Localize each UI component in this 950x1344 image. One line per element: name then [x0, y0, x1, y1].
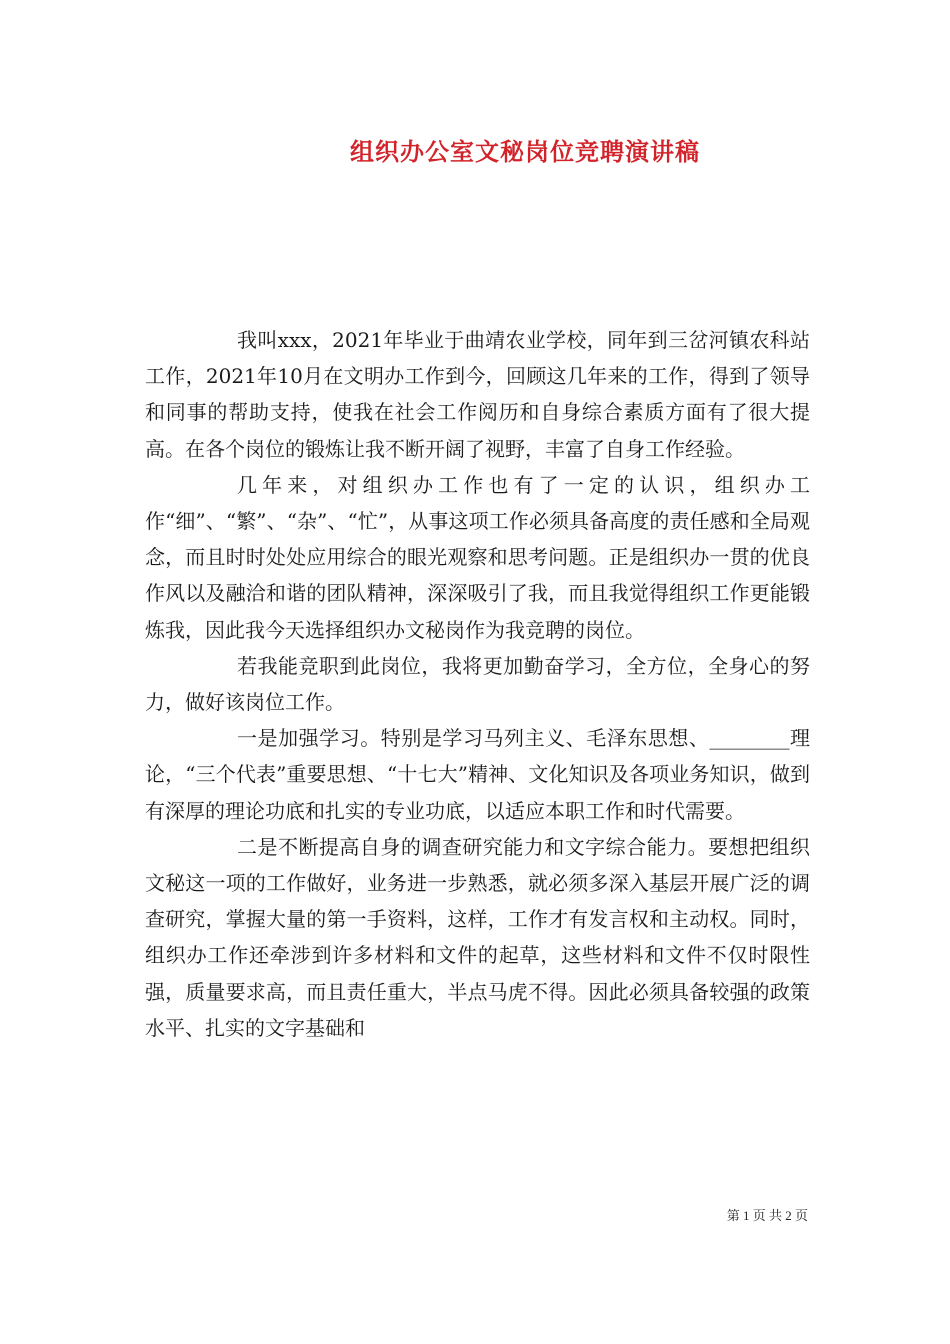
page-number: 第 1 页 共 2 页	[726, 1208, 808, 1223]
paragraph-4: 一是加强学习。特别是学习马列主义、毛泽东思想、________理论，“三个代表”重要思想、“十七大”精神、文化知识及各项业务知识，做到有深厚的理论功底和扎实的专业功底，以适应本职工作和时代需要。	[145, 726, 810, 823]
paragraph-5: 二是不断提高自身的调查研究能力和文字综合能力。要想把组织文秘这一项的工作做好，业务进一步熟悉，就必须多深入基层开展广泛的调查研究，掌握大量的第一手资料，这样，工作才有发言权和主动权。同时，组织办工作还牵涉到许多材料和文件的起草，这些材料和文件不仅时限性强，质量要求高，而且责任重大，半点马虎不得。因此必须具备较强的政策水平、扎实的文字基础和	[145, 834, 810, 1040]
document-body	[145, 322, 810, 1046]
paragraph-3: 若我能竞职到此岗位，我将更加勤奋学习，全方位，全身心的努力，做好该岗位工作。	[145, 653, 810, 715]
paragraph-2: 几年来，对组织办工作也有了一定的认识，组织办工作“细”、“繁”、“杂”、“忙”，从事这项工作必须具备高度的责任感和全局观念，而且时时处处应用综合的眼光观察和思考问题。正是组织办一贯的优良作风以及融洽和谐的团队精神，深深吸引了我，而且我觉得组织工作更能锻炼我，因此我今天选择组织办文秘岗作为我竞聘的岗位。	[145, 472, 810, 642]
document-title: 组织办公室文秘岗位竞聘演讲稿	[350, 137, 700, 166]
paragraph-1: 我叫xxx，2021年毕业于曲靖农业学校，同年到三岔河镇农科站工作，2021年10月在文明办工作到今，回顾这几年来的工作，得到了领导和同事的帮助支持，使我在社会工作阅历和自身综合素质方面有了很大提高。在各个岗位的锻炼让我不断开阔了视野，丰富了自身工作经验。	[145, 328, 810, 461]
